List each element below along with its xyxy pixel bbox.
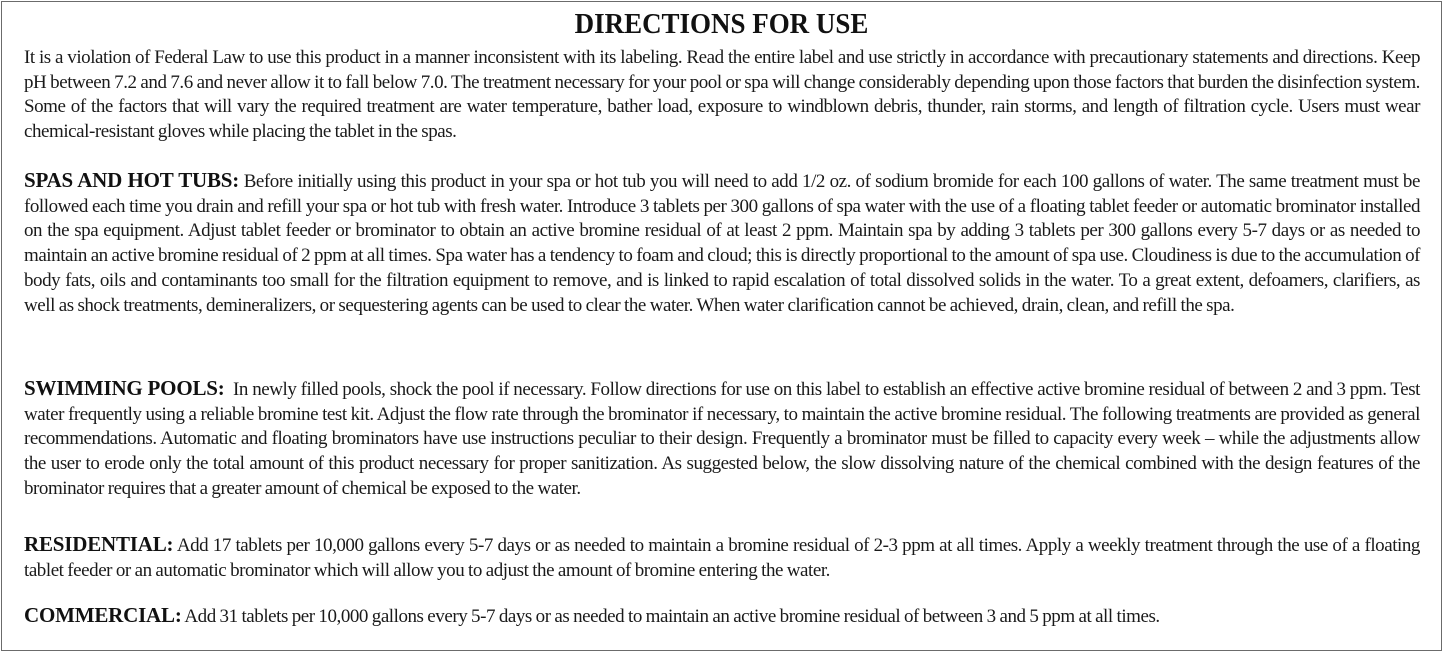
- section-heading: SWIMMING POOLS:: [24, 376, 225, 400]
- section-commercial: [24, 603, 1420, 630]
- section-residential: [24, 532, 1420, 583]
- section-heading: COMMERCIAL:: [24, 603, 182, 627]
- directions-label: [1, 1, 1442, 651]
- page-title: DIRECTIONS FOR USE: [574, 8, 869, 40]
- section-text: Before initially using this product in your spa or hot tub you will need to add 1/2 oz. of sodium bromide for each 100 gallons of water. The same treatment must be followed each time you drain and refill your spa or hot tub with fresh water. Introduce 3 tablets per 300 gallons of spa water with the use of a floating tablet feeder or automatic brominator installed on the spa equipment. Adjust tablet feeder or brominator to obtain an active bromine residual of at least 2 ppm. Maintain spa by adding 3 tablets per 300 gallons every 5-7 days or as needed to maintain an active bromine residual of 2 ppm at all times. Spa water has a tendency to foam and cloud; this is directly proportional to the amount of spa use. Cloudiness is due to the accumulation of body fats, oils and contaminants too small for the filtration equipment to remove, and is linked to rapid escalation of total dissolved solids in the water. To a great extent, defoamers, clarifiers, as well as shock treatments, demineralizers, or sequestering agents can be used to clear the water. When water clarification cannot be achieved, drain, clean, and refill the spa.: [24, 171, 1420, 316]
- intro-paragraph: It is a violation of Federal Law to use this product in a manner inconsistent with its labeling. Read the entire label and use strictly in accordance with precautionary statements and directions. Keep pH between 7.2 and 7.6 and never allow it to fall below 7.0. The treatment necessary for your pool or spa will change considerably depending upon those factors that burden the disinfection system. Some of the factors that will vary the required treatment are water temperature, bather load, exposure to windblown debris, thunder, rain storms, and length of filtration cycle. Users must wear chemical-resistant gloves while placing the tablet in the spas.: [24, 47, 1420, 143]
- section-text: In newly filled pools, shock the pool if necessary. Follow directions for use on this label to establish an effective active bromine residual of between 2 and 3 ppm. Test water frequently using a reliable bromine test kit. Adjust the flow rate through the brominator if necessary, to maintain the active bromine residual. The following treatments are provided as general recommendations. Automatic and floating brominators have use instructions peculiar to their design. Frequently a brominator must be filled to capacity every week – while the adjustments allow the user to erode only the total amount of this product necessary for proper sanitization. As suggested below, the slow dissolving nature of the chemical combined with the design features of the brominator requires that a greater amount of chemical be exposed to the water.: [24, 379, 1421, 499]
- section-text: Add 17 tablets per 10,000 gallons every 5-7 days or as needed to maintain a bromine residual of 2-3 ppm at all times. Apply a weekly treatment through the use of a floating tablet feeder or an automatic brominator which will allow you to adjust the amount of bromine entering the water.: [24, 535, 1420, 581]
- section-heading: SPAS AND HOT TUBS:: [24, 168, 240, 192]
- section-swimming-pools: [24, 376, 1420, 502]
- section-spas-hot-tubs: [24, 168, 1420, 318]
- section-text: Add 31 tablets per 10,000 gallons every 5-7 days or as needed to maintain an active bromine residual of between 3 and 5 ppm at all times.: [184, 606, 1160, 627]
- section-heading: RESIDENTIAL:: [24, 532, 174, 556]
